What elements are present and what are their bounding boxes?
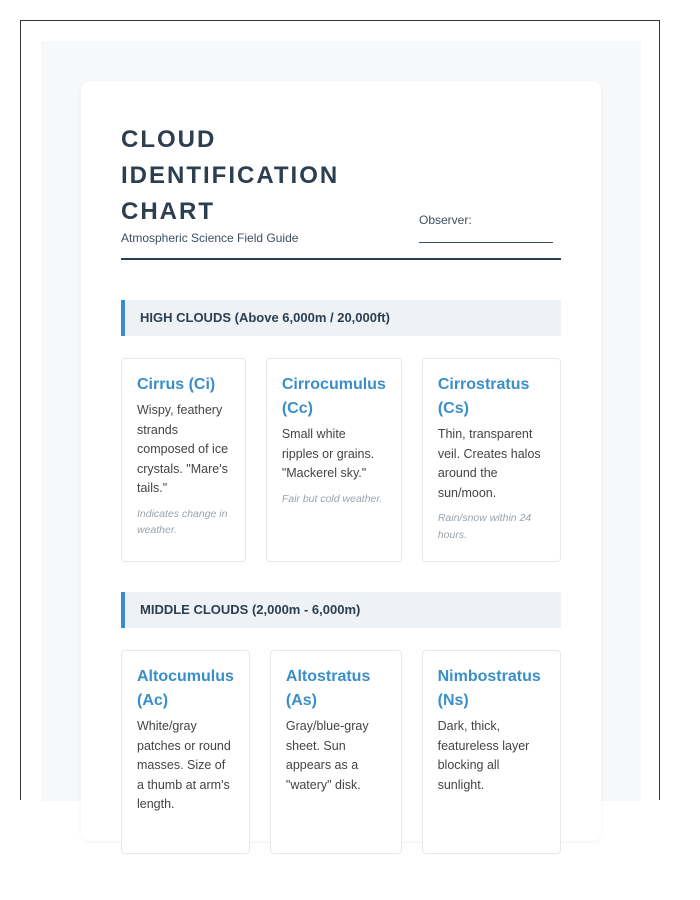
card-title: Cirrostratus (Cs): [437, 376, 530, 417]
observer-signature-line[interactable]: [419, 236, 553, 243]
chart-sheet: [81, 81, 601, 841]
card-title: Cirrocumulus (Cc): [281, 376, 386, 417]
card-note: Indicates change in weather.: [137, 507, 228, 536]
card-title: Nimbostratus (Ns): [437, 668, 541, 709]
observer-field[interactable]: [419, 213, 553, 243]
section-heading-high-clouds: HIGH CLOUDS (Above 6,000m / 20,000ft): [121, 300, 561, 336]
card-description: Wispy, feathery strands composed of ice crystals. "Mare's tails.": [137, 403, 229, 495]
card-description: Dark, thick, featureless layer blocking all sunlight.: [437, 719, 530, 792]
card-description: Thin, transparent veil. Creates halos around the sun/moon.: [437, 427, 541, 500]
section-heading-middle-clouds: MIDDLE CLOUDS (2,000m - 6,000m): [121, 592, 561, 628]
page-frame: [20, 20, 660, 811]
card-description: White/gray patches or round masses. Size of a thumb at arm's length.: [137, 719, 231, 811]
cloud-card-altostratus: [270, 650, 402, 854]
card-description: Gray/blue-gray sheet. Sun appears as a "watery" disk.: [285, 719, 369, 792]
observer-label: Observer:: [419, 213, 472, 227]
cloud-card-altocumulus: [121, 650, 250, 854]
card-title: Cirrus (Ci): [137, 376, 216, 393]
card-title: Altostratus (As): [285, 668, 371, 709]
cloud-card-cirrocumulus: [266, 358, 402, 562]
card-note: Rain/snow within 24 hours.: [437, 512, 532, 541]
cloud-card-cirrus: [121, 358, 246, 562]
page-title: CLOUD IDENTIFICATION CHART: [121, 126, 340, 225]
cloud-card-nimbostratus: [422, 650, 561, 854]
card-note: Fair but cold weather.: [281, 492, 383, 505]
chart-header: [121, 121, 561, 260]
card-description: Small white ripples or grains. "Mackerel sky.": [281, 427, 375, 480]
card-title: Altocumulus (Ac): [137, 668, 234, 709]
card-row-middle-clouds: [121, 650, 561, 854]
page-background: [41, 41, 641, 811]
page-subtitle: Atmospheric Science Field Guide: [121, 231, 299, 245]
cloud-card-cirrostratus: [422, 358, 561, 562]
card-row-high-clouds: [121, 358, 561, 562]
